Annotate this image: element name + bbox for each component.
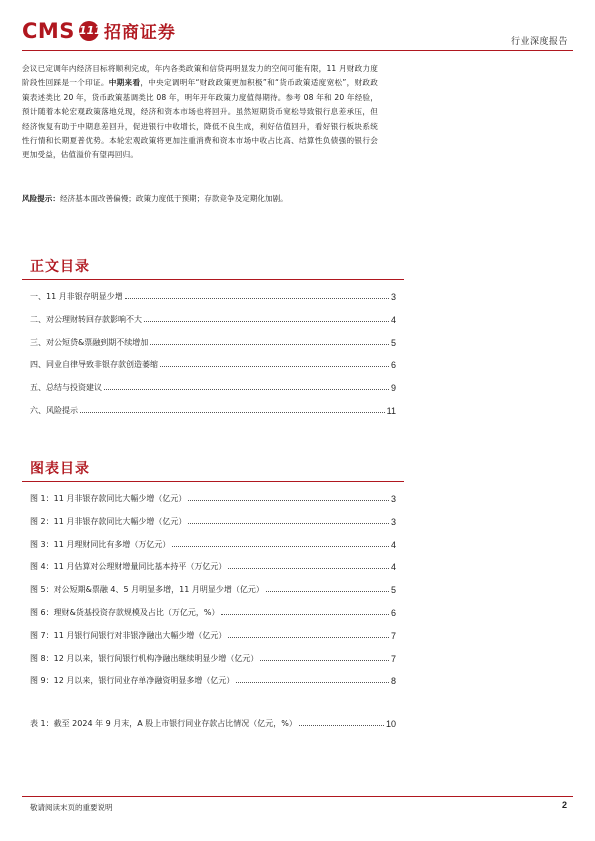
toc-entry-page: 3 bbox=[390, 516, 396, 527]
page-header bbox=[0, 0, 595, 52]
toc-entry-page: 7 bbox=[390, 653, 396, 664]
toc-entry[interactable] bbox=[30, 381, 396, 393]
figure-entry[interactable] bbox=[30, 606, 396, 618]
toc-leader-dots bbox=[188, 500, 389, 501]
figure-entry[interactable] bbox=[30, 560, 396, 572]
figures-title: 图表目录 bbox=[30, 461, 90, 477]
toc-entry-page: 6 bbox=[390, 360, 396, 371]
toc-leader-dots bbox=[172, 546, 389, 547]
toc-entry-text: 图 4：11 月估算对公理财增量同比基本持平（万亿元） bbox=[30, 562, 227, 572]
toc-leader-dots bbox=[299, 725, 384, 726]
figure-entry[interactable] bbox=[30, 515, 396, 527]
footer-divider bbox=[22, 796, 573, 797]
risk-warning-text: 经济基本面改善偏慢；政策力度低于预期；存款竞争及定期化加剧。 bbox=[59, 194, 288, 203]
toc-entry-text: 三、对公短贷&票融到期不续增加 bbox=[30, 337, 149, 347]
figure-entry[interactable] bbox=[30, 652, 396, 664]
report-type-label: 行业深度报告 bbox=[510, 37, 568, 47]
toc-entry-page: 5 bbox=[390, 585, 396, 596]
toc-leader-dots bbox=[221, 614, 389, 615]
risk-warning-label: 风险提示： bbox=[22, 194, 60, 203]
toc-entry-text: 图 7：11 月银行间银行对非银净融出大幅少增（亿元） bbox=[30, 630, 227, 640]
toc-entry-text: 四、同业自律导致非银存款创造萎缩 bbox=[30, 360, 158, 370]
toc-entry-text: 图 5：对公短期&票融 4、5 月明显多增，11 月明显少增（亿元） bbox=[30, 585, 264, 595]
toc-entry-page: 11 bbox=[386, 406, 396, 416]
abstract-text-part2: ，中央定调明年“财政政策更加积极”和“货币政策适度宽松”，财政政策表述类比 20 年，货币政策基调类比 08 年，明年开年政策力度值得期待。参考 08 年和 20 年经验，预计随着本轮宏观政策落地兑现，经济和资本市场也将回升。虽然短期货币宽松导致银行息差承压，但经济恢复有助于中期息差回升，促进银行中收增长，降低不良生成，利好估值回升，看好银行板块系统性行情和长期夏普优势。本轮宏观政策将更加注重消费和资本市场中收占比高、结算性负债强的银行会更加受益，估值溢价有望再回归。 bbox=[22, 78, 378, 160]
toc-entry-text: 一、11 月非银存明显少增 bbox=[30, 292, 123, 301]
toc-title: 正文目录 bbox=[30, 259, 90, 275]
toc-leader-dots bbox=[144, 321, 389, 322]
toc-entry[interactable] bbox=[30, 404, 396, 416]
footer-disclaimer: 敬请阅读末页的重要说明 bbox=[30, 803, 113, 812]
table-entry[interactable] bbox=[30, 717, 396, 729]
abstract-paragraph bbox=[22, 62, 378, 163]
toc-title-rule bbox=[22, 279, 404, 280]
toc-leader-dots bbox=[236, 682, 389, 683]
page-number: 2 bbox=[561, 800, 567, 810]
logo-cms-text: CMS bbox=[22, 18, 75, 43]
toc-leader-dots bbox=[228, 568, 389, 569]
toc-entry-page: 10 bbox=[385, 719, 396, 729]
toc-entry-text: 表 1：截至 2024 年 9 月末，A 股上市银行同业存款占比情况（亿元，%） bbox=[30, 719, 297, 728]
header-divider bbox=[22, 50, 573, 51]
toc-entry-page: 6 bbox=[390, 608, 396, 618]
toc-leader-dots bbox=[125, 298, 389, 299]
toc-entry-text: 图 6：理财&货基投资存款规模及占比（万亿元，%） bbox=[30, 608, 220, 617]
company-logo bbox=[22, 18, 176, 43]
toc-leader-dots bbox=[188, 523, 389, 524]
toc-entry-page: 3 bbox=[390, 292, 396, 302]
toc-leader-dots bbox=[80, 412, 385, 413]
toc-leader-dots bbox=[260, 660, 389, 661]
toc-entry-page: 4 bbox=[390, 314, 396, 325]
figure-entry[interactable] bbox=[30, 674, 396, 686]
toc-entry-text: 图 9：12 月以来，银行同业存单净融资明显多增（亿元） bbox=[30, 676, 235, 686]
abstract-highlight: 中期来看 bbox=[108, 78, 141, 88]
abstract-text-part1: 会议已定调年内经济目标将顺利完成，年内各类政策和信贷再明显发力的空间可能有限，11 月财政力度阶段性回踩是一个印证。 bbox=[22, 64, 378, 88]
toc-entry-page: 7 bbox=[390, 630, 396, 641]
toc-entry-page: 4 bbox=[390, 539, 396, 550]
toc-entry[interactable] bbox=[30, 336, 396, 348]
toc-entry-page: 8 bbox=[390, 676, 396, 687]
toc-entry-page: 4 bbox=[390, 562, 396, 573]
toc-entry-page: 9 bbox=[390, 383, 396, 394]
figure-entry[interactable] bbox=[30, 629, 396, 641]
toc-entry-text: 图 1：11 月非银存款同比大幅少增（亿元） bbox=[30, 494, 187, 503]
toc-entry-page: 5 bbox=[390, 337, 396, 348]
toc-leader-dots bbox=[228, 637, 389, 638]
toc-entry-text: 五、总结与投资建议 bbox=[30, 383, 102, 393]
figure-entry[interactable] bbox=[30, 538, 396, 550]
risk-warning bbox=[22, 192, 392, 206]
figures-title-rule bbox=[22, 481, 404, 482]
toc-entry-text: 二、对公理财转回存款影响不大 bbox=[30, 314, 142, 324]
figure-entry[interactable] bbox=[30, 492, 396, 504]
toc-leader-dots bbox=[150, 344, 389, 345]
toc-entry[interactable] bbox=[30, 290, 396, 302]
toc-entry-text: 六、风险提示 bbox=[30, 406, 78, 415]
toc-entry[interactable] bbox=[30, 358, 396, 370]
toc-leader-dots bbox=[104, 389, 389, 390]
toc-entry-text: 图 3：11 月理财同比有多增（万亿元） bbox=[30, 539, 171, 549]
toc-entry-text: 图 8：12 月以来，银行间银行机构净融出继续明显少增（亿元） bbox=[30, 653, 259, 663]
toc-leader-dots bbox=[266, 591, 389, 592]
logo-company-name: 招商证券 bbox=[103, 23, 176, 43]
toc-leader-dots bbox=[160, 366, 389, 367]
toc-entry[interactable] bbox=[30, 313, 396, 325]
toc-entry-text: 图 2：11 月非银存款同比大幅少增（亿元） bbox=[30, 516, 187, 526]
logo-badge-icon: 111 bbox=[79, 21, 99, 41]
toc-entry-page: 3 bbox=[390, 494, 396, 504]
figure-entry[interactable] bbox=[30, 583, 396, 595]
